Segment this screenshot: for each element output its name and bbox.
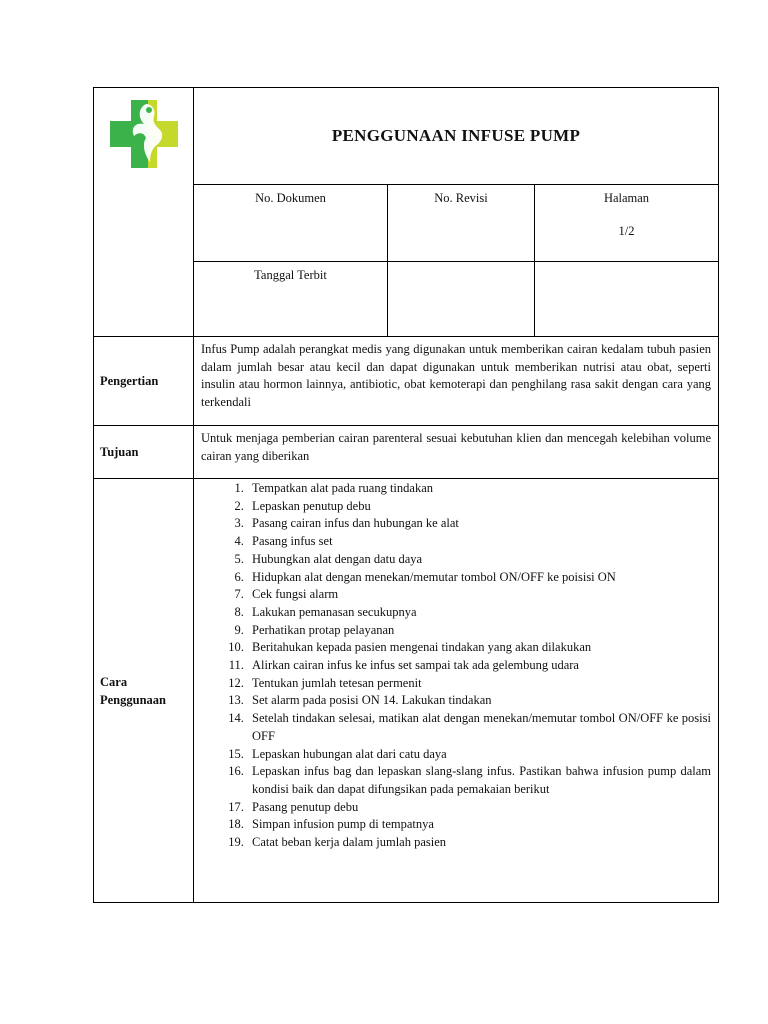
step-item: 16. Lepaskan infus bag dan lepaskan slang-slang infus. Pastikan bahwa infusion pump dalam kondisi baik dan dapat difungsikan pada pemakaian berikut: [247, 763, 711, 798]
halaman-cell: [535, 185, 719, 262]
step-item: 2. Lepaskan penutup debu: [247, 498, 711, 516]
halaman-label: Halaman: [603, 191, 650, 205]
pengertian-text: Infus Pump adalah perangkat medis yang digunakan untuk memberikan cairan kedalam tubuh pasien dalam jumlah besar atau kecil dan dapat digunakan untuk memberikan nutrisi atau obat, seperti insulin atau hormon lainnya, antibiotic, obat kemoterapi dan penghilang rasa sakit dengan cara yang terkendali: [194, 337, 719, 426]
step-item: 12. Tentukan jumlah tetesan permenit: [247, 675, 711, 693]
page-title: PENGGUNAAN INFUSE PUMP: [331, 126, 581, 145]
step-item: 9. Perhatikan protap pelayanan: [247, 622, 711, 640]
halaman-value: 1/2: [618, 224, 635, 238]
tanggal-terbit-cell: [194, 262, 388, 337]
cara-label-line1: Cara: [100, 674, 128, 689]
steps-list: [194, 480, 718, 852]
no-revisi-cell: [388, 185, 535, 262]
step-item: 17. Pasang penutup debu: [247, 799, 711, 817]
step-item: 4. Pasang infus set: [247, 533, 711, 551]
step-item: 3. Pasang cairan infus dan hubungan ke alat: [247, 515, 711, 533]
step-item: 11. Alirkan cairan infus ke infus set sampai tak ada gelembung udara: [247, 657, 711, 675]
cara-penggunaan-label: [94, 479, 194, 903]
steps-cell: [194, 479, 719, 903]
sop-table: [93, 87, 719, 903]
step-item: 15. Lepaskan hubungan alat dari catu daya: [247, 746, 711, 764]
step-item: 14. Setelah tindakan selesai, matikan alat dengan menekan/memutar tombol ON/OFF ke posisi OFF: [247, 710, 711, 745]
step-item: 1. Tempatkan alat pada ruang tindakan: [247, 480, 711, 498]
tanggal-terbit-empty-2: [535, 262, 719, 337]
step-item: 19. Catat beban kerja dalam jumlah pasien: [247, 834, 711, 852]
step-item: 13. Set alarm pada posisi ON 14. Lakukan tindakan: [247, 692, 711, 710]
tujuan-text: Untuk menjaga pemberian cairan parenteral sesuai kebutuhan klien dan mencegah kelebihan volume cairan yang diberikan: [194, 426, 719, 479]
title-cell: [194, 88, 719, 185]
step-item: 5. Hubungkan alat dengan datu daya: [247, 551, 711, 569]
logo-cell: [94, 88, 194, 337]
tujuan-label: Tujuan: [94, 426, 194, 479]
no-dokumen-label: No. Dokumen: [255, 191, 326, 205]
pengertian-label: Pengertian: [94, 337, 194, 426]
tanggal-terbit-label: Tanggal Terbit: [254, 268, 327, 282]
step-item: 7. Cek fungsi alarm: [247, 586, 711, 604]
no-dokumen-cell: [194, 185, 388, 262]
step-item: 18. Simpan infusion pump di tempatnya: [247, 816, 711, 834]
green-cross-logo-icon: [102, 92, 186, 176]
step-item: 10. Beritahukan kepada pasien mengenai tindakan yang akan dilakukan: [247, 639, 711, 657]
step-item: 8. Lakukan pemanasan secukupnya: [247, 604, 711, 622]
tanggal-terbit-empty-1: [388, 262, 535, 337]
step-item: 6. Hidupkan alat dengan menekan/memutar tombol ON/OFF ke poisisi ON: [247, 569, 711, 587]
cara-label-line2: Penggunaan: [100, 692, 166, 707]
no-revisi-label: No. Revisi: [434, 191, 488, 205]
